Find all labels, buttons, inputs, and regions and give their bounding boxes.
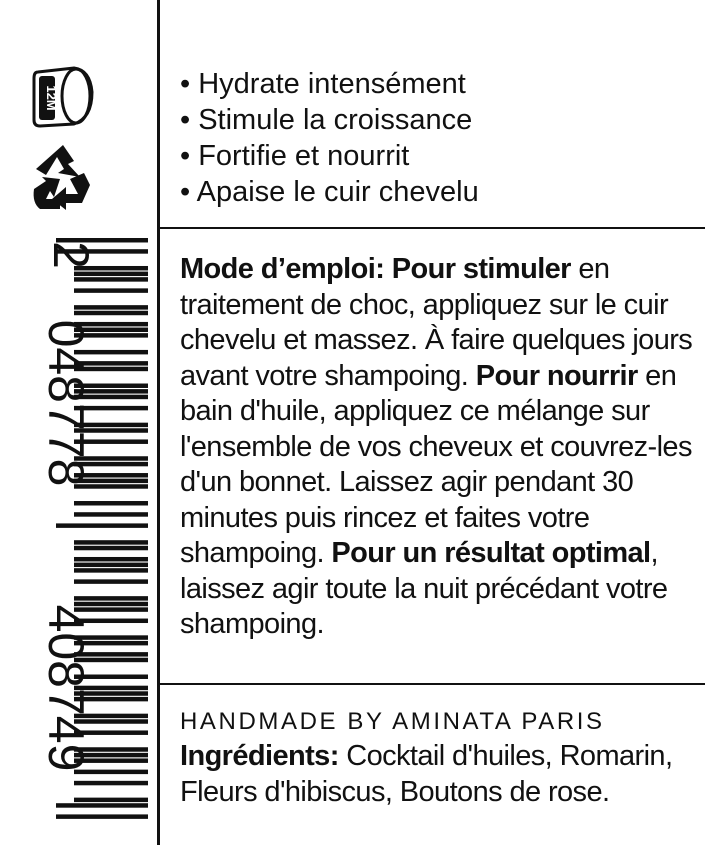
left-column: [0, 0, 157, 845]
footer: [180, 705, 695, 810]
usage-bold-1: Pour stimuler: [391, 253, 571, 285]
recycle-icon: [30, 143, 96, 215]
benefit-item: • Hydrate intensément: [180, 66, 479, 102]
usage-label: Mode d’emploi:: [180, 253, 385, 285]
ingredients: [180, 739, 695, 810]
barcode-bar: [74, 512, 148, 516]
brand-line: HANDMADE BY AMINATA PARIS: [180, 708, 605, 735]
vertical-divider: [157, 0, 160, 845]
barcode: [38, 238, 148, 820]
barcode-bar: [56, 523, 148, 527]
barcode-bar: [74, 540, 148, 544]
divider-1: [157, 227, 705, 229]
barcode-bar: [74, 546, 148, 550]
benefit-item: • Apaise le cuir chevelu: [180, 174, 479, 210]
barcode-bar: [56, 814, 148, 818]
pao-label: 12M: [44, 85, 59, 111]
pao-jar-icon: [30, 62, 98, 132]
usage-text-1: en traitement de choc, appliquez sur le cuir chevelu et massez. À faire quelques jours avant votre shampoing.: [180, 253, 693, 392]
usage-text-3: , laissez agir toute la nuit précédant votre shampoing.: [180, 537, 668, 640]
usage-bold-3: Pour un résultat optimal: [331, 537, 651, 569]
barcode-bar: [74, 798, 148, 802]
benefit-item: • Fortifie et nourrit: [180, 138, 479, 174]
divider-2: [157, 683, 705, 685]
usage-instructions: [180, 252, 695, 643]
barcode-bar: [74, 579, 148, 583]
barcode-digits-2: 048778: [38, 319, 94, 487]
barcode-bar: [74, 568, 148, 572]
benefit-item: • Stimule la croissance: [180, 102, 479, 138]
usage-bold-2: Pour nourrir: [475, 359, 638, 392]
barcode-bar: [74, 501, 148, 505]
barcode-bar: [74, 557, 148, 561]
barcode-bar: [56, 803, 148, 807]
usage-text-2: en bain d'huile, appliquez ce mélange sur l'ensemble de vos cheveux et couvrez-les d'un bonnet. Laissez agir pendant 30 minutes puis rincez et faites votre shampoing.: [180, 359, 692, 569]
barcode-bar: [74, 563, 148, 567]
ingredients-text: Cocktail d'huiles, Romarin, Fleurs d'hibiscus, Boutons de rose.: [180, 740, 673, 808]
barcode-digits-3: 408749: [38, 604, 94, 772]
ingredients-label: Ingrédients:: [180, 740, 339, 772]
barcode-bar: [74, 288, 148, 292]
barcode-bar: [74, 305, 148, 309]
barcode-digit-1: 2: [43, 241, 99, 269]
barcode-bar: [74, 781, 148, 785]
benefits-list: [180, 66, 479, 210]
